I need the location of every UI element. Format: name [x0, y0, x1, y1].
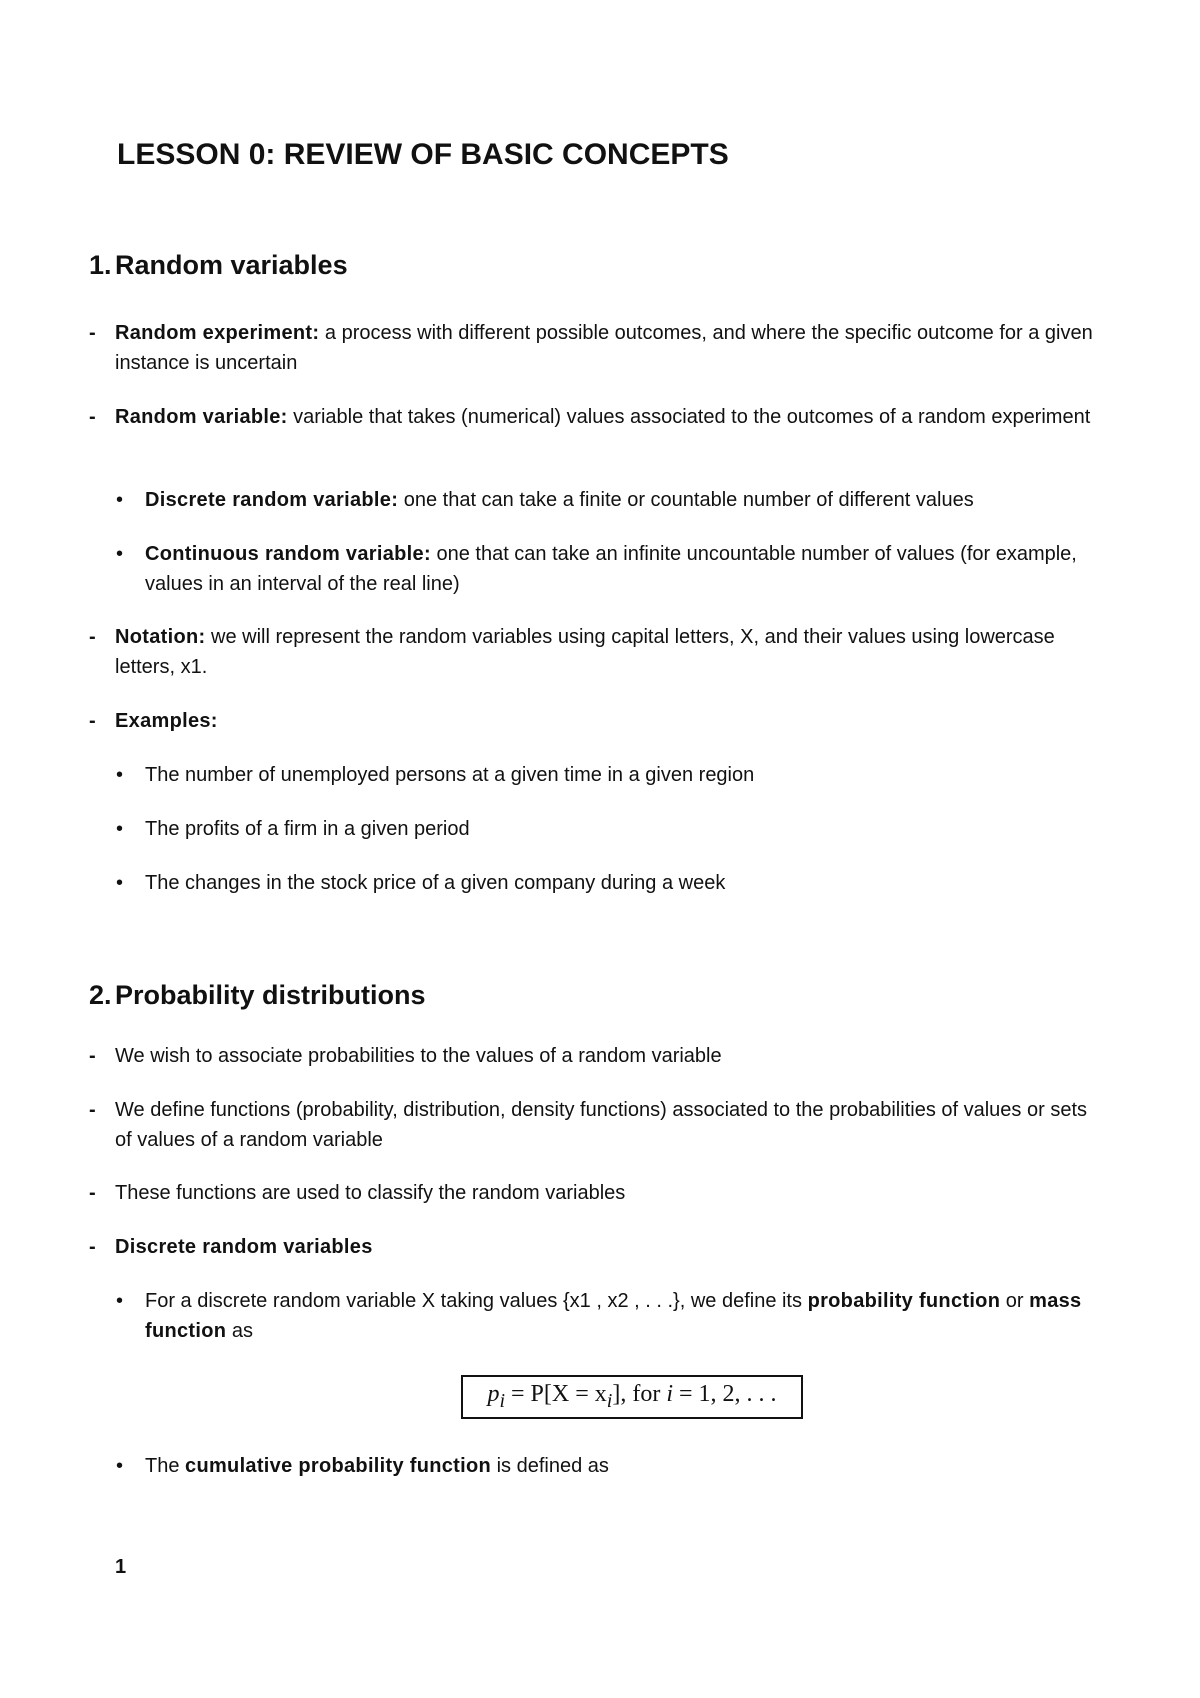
text-run: The: [145, 1455, 186, 1477]
list-item-example: The profits of a firm in a given period: [145, 818, 470, 840]
text-run: For a discrete random variable X taking values {x1 , x2 , . . .}, we define its: [145, 1290, 808, 1312]
dot-bullet: •: [116, 818, 124, 840]
term-definition: one that can take a finite or countable number of different values: [398, 489, 974, 511]
term-label: Notation:: [115, 626, 206, 648]
list-item-example: The number of unemployed persons at a given time in a given region: [145, 764, 755, 786]
dash-bullet: -: [89, 1182, 96, 1204]
list-item-random-experiment: [115, 318, 1105, 378]
formula-text: ], for: [612, 1381, 667, 1408]
term-label: Discrete random variable:: [145, 489, 399, 511]
term-label: Random experiment:: [115, 322, 320, 344]
formula-text: = 1, 2, . . .: [672, 1381, 777, 1408]
text-run: is defined as: [491, 1455, 609, 1477]
formula-sub: i: [606, 1389, 613, 1412]
dash-bullet: -: [89, 406, 96, 428]
term-definition: variable that takes (numerical) values associated to the outcomes of a random experiment: [287, 406, 1091, 428]
page-number: 1: [115, 1556, 127, 1578]
dash-bullet: -: [89, 1236, 96, 1258]
list-item: These functions are used to classify the random variables: [115, 1182, 626, 1204]
term-label: Discrete random variables: [115, 1236, 373, 1258]
term-label: mass function: [145, 1290, 1082, 1342]
boxed-formula: [461, 1375, 803, 1419]
dot-bullet: •: [116, 489, 124, 511]
dot-bullet: •: [116, 1290, 124, 1312]
formula-sub: i: [499, 1389, 506, 1412]
list-item-notation: [115, 622, 1105, 682]
term-definition: a process with different possible outcomes, and where the specific outcome for a given instance is uncertain: [115, 322, 1093, 374]
list-item-discrete-random-variables: [115, 1232, 1105, 1262]
term-definition: we will represent the random variables using capital letters, X, and their values using lowercase letters, x1.: [115, 626, 1055, 678]
formula-var: i: [666, 1381, 673, 1408]
dash-bullet: -: [89, 322, 96, 344]
dot-bullet: •: [116, 1455, 124, 1477]
term-label: Continuous random variable:: [145, 543, 431, 565]
section-1-number: 1.: [89, 250, 112, 280]
page-title: LESSON 0: REVIEW OF BASIC CONCEPTS: [117, 138, 729, 171]
text-run: or: [1000, 1290, 1030, 1312]
term-label: cumulative probability function: [185, 1455, 492, 1477]
list-item-continuous-random-variable: [145, 539, 1130, 599]
section-1-title: Random variables: [115, 250, 348, 280]
term-label: Random variable:: [115, 406, 288, 428]
section-2-number: 2.: [89, 980, 112, 1010]
term-label: Examples:: [115, 710, 218, 732]
list-item-probability-function: [145, 1286, 1130, 1346]
dot-bullet: •: [116, 543, 124, 565]
dot-bullet: •: [116, 872, 124, 894]
list-item-discrete-random-variable: [145, 485, 1130, 515]
dash-bullet: -: [89, 710, 96, 732]
section-2-title: Probability distributions: [115, 980, 426, 1010]
formula-var: p: [487, 1381, 500, 1408]
list-item-random-variable: [115, 402, 1105, 432]
list-item-example: The changes in the stock price of a given company during a week: [145, 872, 726, 894]
text-run: as: [226, 1320, 253, 1342]
list-item-examples: [115, 706, 1105, 736]
list-item: We define functions (probability, distribution, density functions) associated to the probabilities of values or sets of values of a random variable: [115, 1099, 1088, 1151]
dash-bullet: -: [89, 626, 96, 648]
list-item-cumulative-probability-function: [145, 1451, 1130, 1481]
dot-bullet: •: [116, 764, 124, 786]
dash-bullet: -: [89, 1099, 96, 1121]
list-item: We wish to associate probabilities to the values of a random variable: [115, 1045, 722, 1067]
term-definition: one that can take an infinite uncountable number of values (for example, values in an interval of the real line): [145, 543, 1077, 595]
dash-bullet: -: [89, 1045, 96, 1067]
formula-text: = P[X = x: [505, 1381, 607, 1408]
term-label: probability function: [807, 1290, 1001, 1312]
